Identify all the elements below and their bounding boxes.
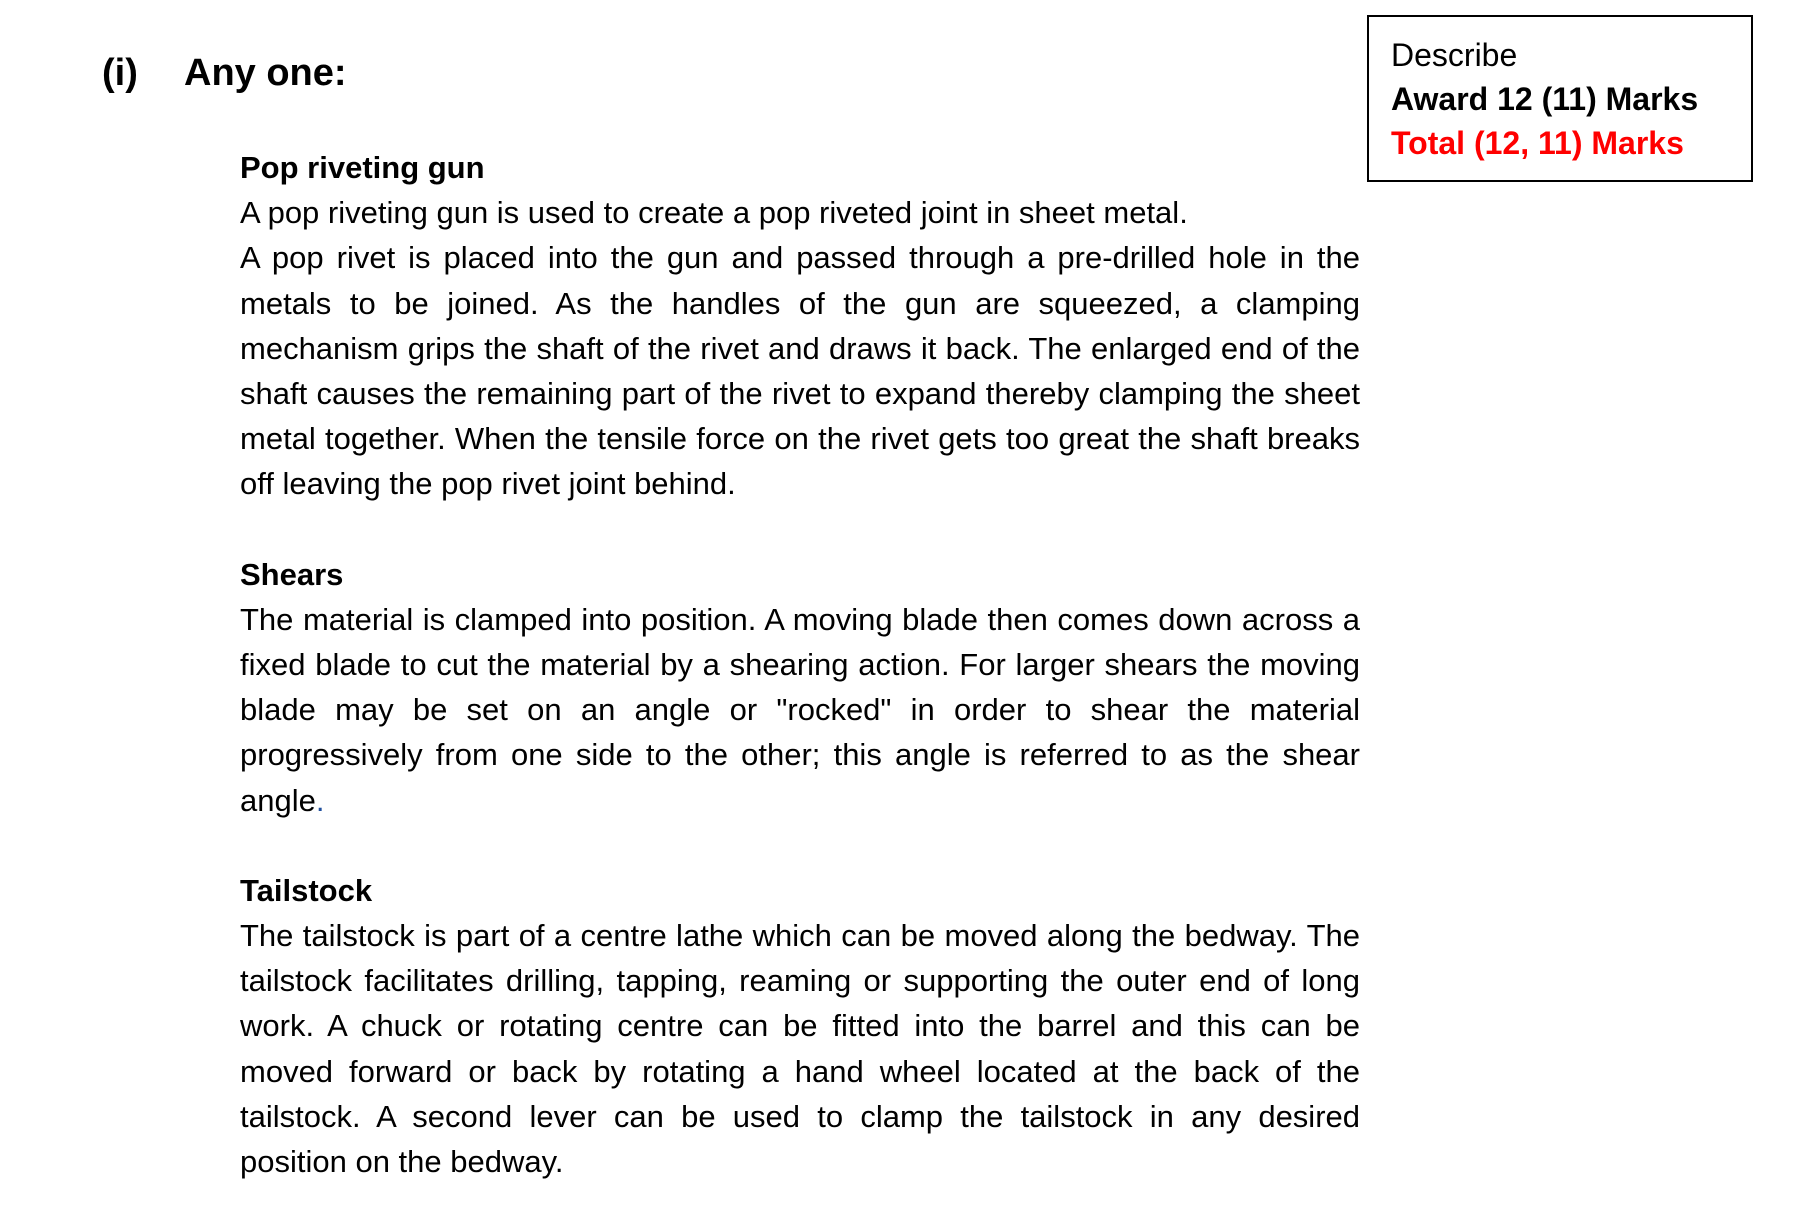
section-body: The material is clamped into position. A moving blade then comes down across a fixed blade to cut the material by a shearing action. For larger shears the moving blade may be set on an angle or "rocked" in order to shear the material progressively from one side to the other; this angle is referred to as the shear angle (240, 601, 1360, 818)
section-title: Pop riveting gun (240, 150, 485, 185)
section-end-mark: . (315, 782, 325, 818)
marks-type: Describe (1391, 37, 1518, 73)
section-body: A pop rivet is placed into the gun and passed through a pre-drilled hole in the metals to be joined. As the handles of the gun are squeezed, a clamping mechanism grips the shaft of the rivet and draws it back. The enlarged end of the shaft causes the remaining part of the rivet to expand thereby clamping the sheet metal together. When the tensile force on the rivet gets too great the shaft breaks off leaving the pop rivet joint behind. (240, 240, 1360, 502)
marks-box (1367, 15, 1753, 182)
question-heading (102, 50, 347, 96)
answer-content (240, 145, 1360, 1229)
section-tailstock (240, 868, 1360, 1184)
marks-total: Total (12, 11) Marks (1391, 125, 1684, 161)
section-shears (240, 552, 1360, 823)
section-intro: A pop riveting gun is used to create a pop riveted joint in sheet metal. (240, 195, 1188, 231)
question-label: Any one: (184, 52, 347, 94)
marks-award: Award 12 (11) Marks (1391, 81, 1699, 117)
question-number: (i) (102, 52, 138, 94)
section-title: Shears (240, 556, 344, 592)
section-title: Tailstock (240, 872, 373, 908)
section-body: The tailstock is part of a centre lathe which can be moved along the bedway. The tailstock facilitates drilling, tapping, reaming or supporting the outer end of long work. A chuck or rotating centre can be fitted into the barrel and this can be moved forward or back by rotating a hand wheel located at the back of the tailstock. A second lever can be used to clamp the tailstock in any desired position on the bedway. (240, 918, 1360, 1180)
section-body-wrap (240, 597, 1360, 823)
section-pop-riveting-gun (240, 145, 1360, 507)
